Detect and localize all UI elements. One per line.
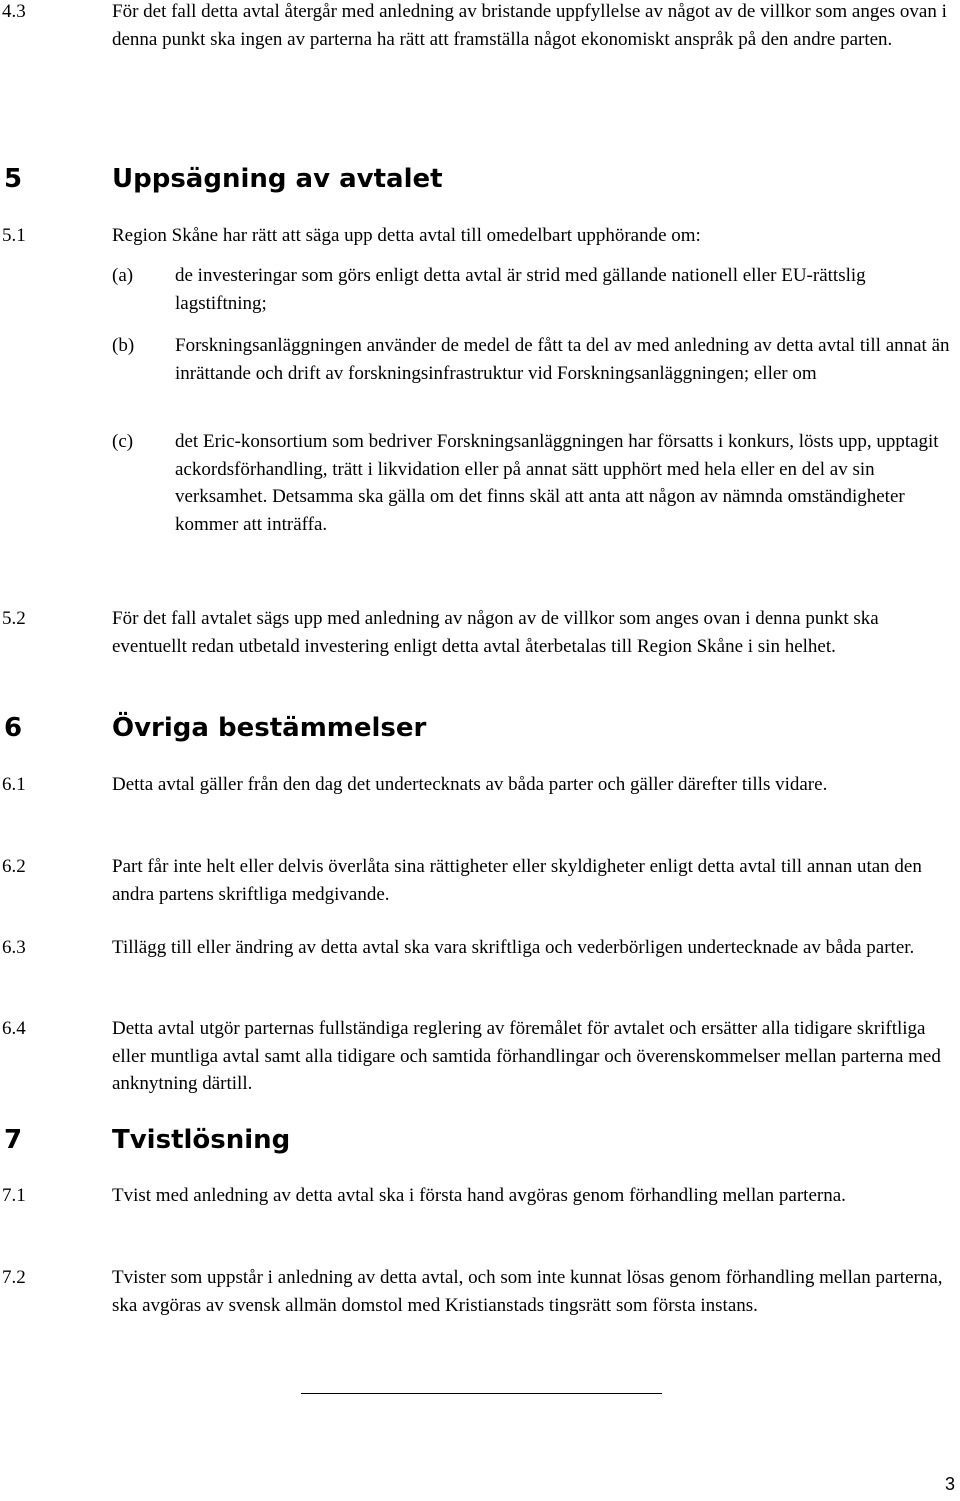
- clause-number: 6.4: [2, 1018, 26, 1039]
- section-number: 5: [4, 164, 23, 194]
- clause-number: 6.2: [2, 856, 26, 877]
- clause-number: 6.3: [2, 937, 26, 958]
- section-title: Uppsägning av avtalet: [112, 164, 443, 194]
- section-number: 7: [4, 1125, 23, 1155]
- clause-text: För det fall avtalet sägs upp med anledning av någon av de villkor som anges ovan i denna punkt ska eventuellt redan utbetald investering enligt detta avtal återbetalas till Region Skåne i sin helhet.: [112, 608, 879, 657]
- clause-number: 6.1: [2, 774, 26, 795]
- section-title: Övriga bestämmelser: [112, 713, 427, 743]
- clause-text: Tvister som uppstår i anledning av detta avtal, och som inte kunnat lösas genom förhandling mellan parterna, ska avgöras av svensk allmän domstol med Kristianstads tingsrätt som första instans.: [112, 1267, 943, 1316]
- clause-number: 4.3: [2, 1, 26, 22]
- clause-text: Detta avtal gäller från den dag det undertecknats av båda parter och gäller därefter tills vidare.: [112, 774, 828, 795]
- clause-text: Tvist med anledning av detta avtal ska i första hand avgöras genom förhandling mellan parterna.: [112, 1185, 846, 1206]
- clause-number: 7.1: [2, 1185, 26, 1206]
- page-number: 3: [945, 1474, 956, 1494]
- list-item-text: det Eric-konsortium som bedriver Forskningsanläggningen har försatts i konkurs, lösts upp, upptagit ackordsförhandling, trätt i likvidation eller på annat sätt upphört med hela eller en del av sin verksamhet. Detsamma ska gälla om det finns skäl att anta att någon av nämnda omständigheter kommer att inträffa.: [175, 431, 939, 535]
- clause-text: Region Skåne har rätt att säga upp detta avtal till omedelbart upphörande om:: [112, 225, 701, 246]
- clause-number: 7.2: [2, 1267, 26, 1288]
- clause-text: Detta avtal utgör parternas fullständiga reglering av föremålet för avtalet och ersätter alla tidigare skriftliga eller muntliga avtal samt alla tidigare och samtida förhandlingar och överenskommelser mellan parterna med anknytning därtill.: [112, 1018, 941, 1094]
- clause-number: 5.1: [2, 225, 26, 246]
- clause-text: Part får inte helt eller delvis överlåta sina rättigheter eller skyldigheter enligt detta avtal till annan utan den andra partens skriftliga medgivande.: [112, 856, 922, 905]
- list-item-text: de investeringar som görs enligt detta avtal är strid med gällande nationell eller EU-rättslig lagstiftning;: [175, 265, 866, 314]
- clause-text: För det fall detta avtal återgår med anledning av bristande uppfyllelse av något av de villkor som anges ovan i denna punkt ska ingen av parterna ha rätt att framställa något ekonomiskt anspråk på den andre parten.: [112, 1, 947, 50]
- list-item-label: (b): [112, 335, 135, 356]
- list-item-label: (a): [112, 265, 134, 286]
- section-number: 6: [4, 713, 23, 743]
- section-title: Tvistlösning: [112, 1125, 291, 1155]
- clause-text: Tillägg till eller ändring av detta avtal ska vara skriftliga och vederbörligen undertecknade av båda parter.: [112, 937, 915, 958]
- list-item-label: (c): [112, 431, 134, 452]
- signature-line: [301, 1393, 662, 1394]
- clause-number: 5.2: [2, 608, 26, 629]
- list-item-text: Forskningsanläggningen använder de medel de fått ta del av med anledning av detta avtal till annat än inrättande och drift av forskningsinfrastruktur vid Forskningsanläggningen; eller om: [175, 335, 950, 384]
